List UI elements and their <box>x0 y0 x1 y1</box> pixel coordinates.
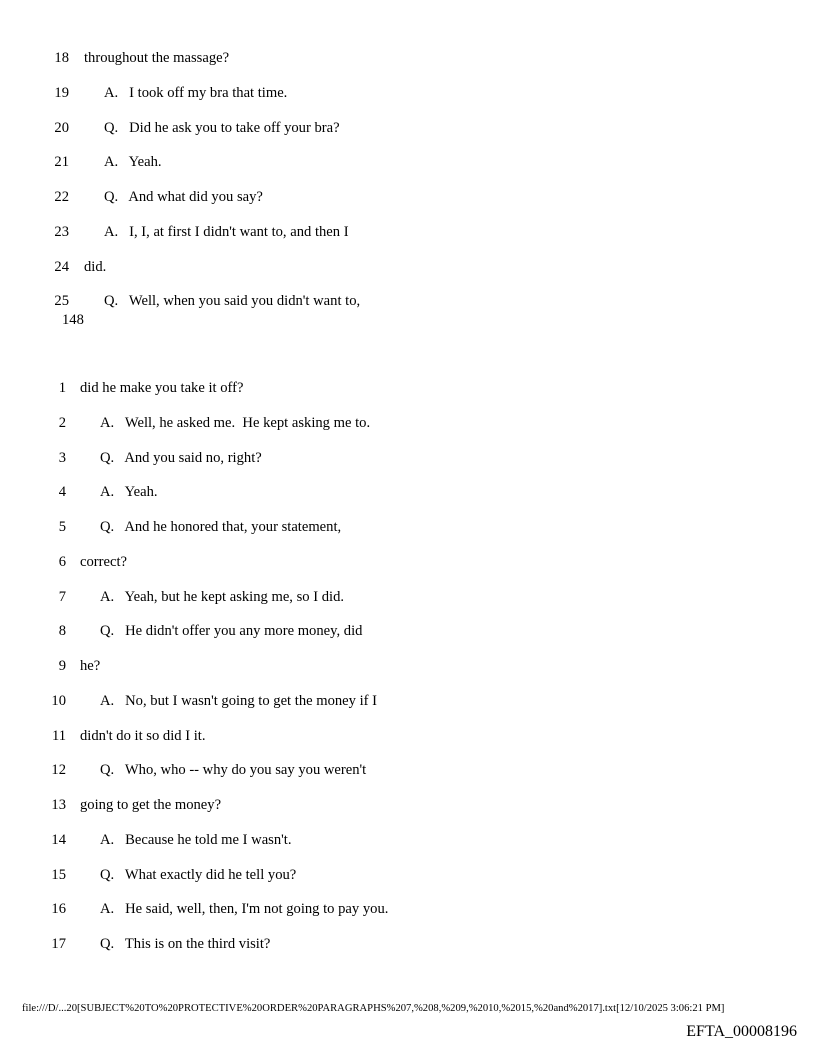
line-text: correct? <box>80 553 127 570</box>
line-number: 13 <box>51 797 66 813</box>
transcript-line <box>0 797 816 832</box>
line-number: 2 <box>58 414 66 431</box>
transcript-line <box>0 658 816 693</box>
line-number: 12 <box>51 762 66 779</box>
line-number: 11 <box>51 727 66 744</box>
line-number: 21 <box>54 154 69 171</box>
transcript-line <box>0 120 816 155</box>
transcript-line <box>0 554 816 589</box>
line-number: 5 <box>58 519 66 535</box>
transcript-line <box>0 224 816 259</box>
line-text: Q. And he honored that, your statement, <box>100 519 342 535</box>
transcript-line <box>0 484 816 519</box>
line-text: A. Yeah. <box>104 154 162 171</box>
line-text: did he make you take it off? <box>80 380 244 396</box>
transcript-line <box>0 867 816 902</box>
document-id: EFTA_00008196 <box>686 1023 797 1040</box>
line-number: 25 <box>54 293 69 310</box>
transcript-line <box>0 762 816 797</box>
transcript-line <box>0 901 816 936</box>
line-number: 22 <box>54 189 69 205</box>
line-number: 6 <box>58 553 66 570</box>
line-number: 23 <box>54 223 69 240</box>
line-text: Q. What exactly did he tell you? <box>100 866 297 883</box>
transcript-line <box>0 380 816 415</box>
transcript-line <box>0 154 816 189</box>
line-number: 14 <box>51 831 66 848</box>
transcript-line <box>0 450 816 485</box>
line-text: Q. This is on the third visit? <box>100 936 271 952</box>
line-text: didn't do it so did I it. <box>80 727 206 744</box>
line-number: 9 <box>58 658 66 674</box>
transcript-line <box>0 589 816 624</box>
line-text: did. <box>84 258 107 275</box>
line-number: 4 <box>58 484 66 501</box>
line-text: A. I took off my bra that time. <box>104 84 288 101</box>
line-number: 24 <box>54 258 69 275</box>
line-number: 15 <box>51 866 66 883</box>
line-text: Q. Did he ask you to take off your bra? <box>104 119 340 136</box>
transcript-line <box>0 415 816 450</box>
transcript-line <box>0 728 816 763</box>
line-text: going to get the money? <box>80 797 222 813</box>
footer-file-path: file:///D/...20[SUBJECT%20TO%20PROTECTIVE%20ORDER%20PARAGRAPHS%207,%208,%209,%2010,%2015,%20and%2017].txt[12/10/2025 3:06:21 PM] <box>22 1003 725 1014</box>
transcript-block-page-148 <box>0 380 816 971</box>
line-text: A. He said, well, then, I'm not going to pay you. <box>100 901 389 918</box>
transcript-line <box>0 50 816 85</box>
line-text: A. Yeah. <box>100 484 158 501</box>
line-text: A. Yeah, but he kept asking me, so I did. <box>100 588 345 605</box>
transcript-line <box>0 623 816 658</box>
line-number: 10 <box>51 692 66 709</box>
line-text: throughout the massage? <box>84 50 230 66</box>
transcript-line <box>0 936 816 971</box>
line-number: 18 <box>54 50 69 66</box>
page-number: 148 <box>62 312 84 328</box>
line-number: 20 <box>54 119 69 136</box>
line-text: A. I, I, at first I didn't want to, and then I <box>104 223 349 240</box>
line-text: Q. And what did you say? <box>104 189 263 205</box>
line-number: 16 <box>51 901 66 918</box>
transcript-line <box>0 293 816 328</box>
line-text: Q. Well, when you said you didn't want to, <box>104 293 361 310</box>
line-text: A. No, but I wasn't going to get the money if I <box>100 692 378 709</box>
line-text: A. Because he told me I wasn't. <box>100 831 292 848</box>
line-number: 8 <box>58 623 66 640</box>
transcript-line <box>0 85 816 120</box>
transcript-line <box>0 832 816 867</box>
line-number: 17 <box>51 936 66 952</box>
line-text: Q. He didn't offer you any more money, did <box>100 623 363 640</box>
line-text: Q. Who, who -- why do you say you weren't <box>100 762 367 779</box>
transcript-line <box>0 519 816 554</box>
transcript-line <box>0 693 816 728</box>
line-text: he? <box>80 658 101 674</box>
line-text: A. Well, he asked me. He kept asking me to. <box>100 414 371 431</box>
line-number: 1 <box>58 380 66 396</box>
line-number: 19 <box>54 84 69 101</box>
transcript-line <box>0 259 816 294</box>
line-number: 3 <box>58 449 66 466</box>
line-text: Q. And you said no, right? <box>100 449 262 466</box>
transcript-line <box>0 189 816 224</box>
line-number: 7 <box>58 588 66 605</box>
transcript-block-page-147 <box>0 50 816 328</box>
